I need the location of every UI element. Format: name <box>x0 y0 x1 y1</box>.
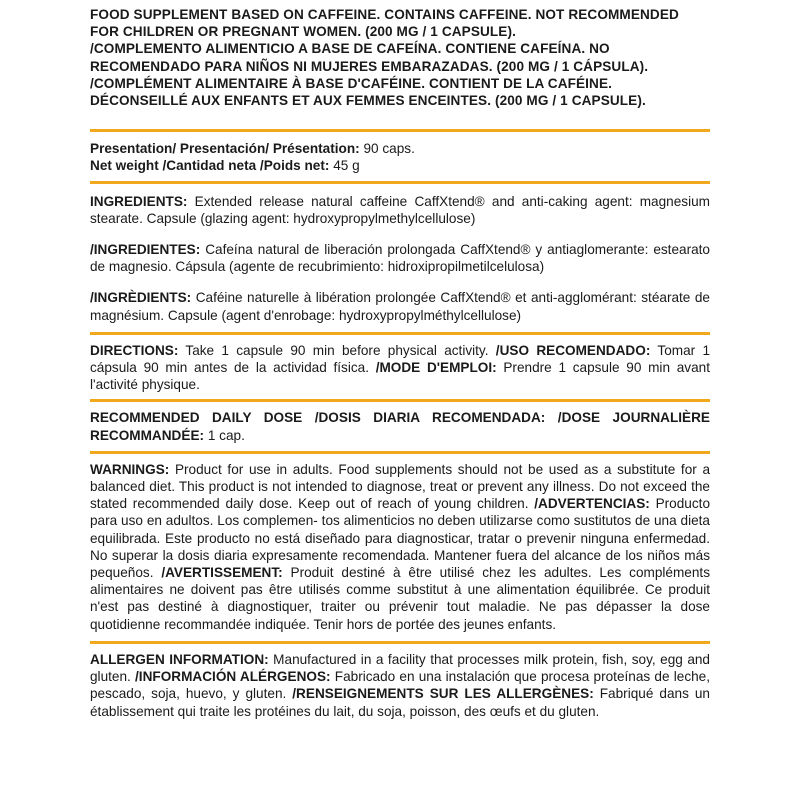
divider <box>90 332 710 335</box>
directions-es-label: /USO RECOMENDADO: <box>495 342 651 358</box>
divider <box>90 451 710 454</box>
warnings-es-label: /ADVERTENCIAS: <box>534 496 650 512</box>
daily-dose-section <box>90 407 710 446</box>
header-warning <box>90 6 710 115</box>
allergen-es-text: Fabricado en una instalación que procesa proteínas de leche, pescado, soja, huevo, y gluten. <box>90 669 711 702</box>
net-weight-value: 45 g <box>329 158 360 174</box>
ingredients-en-label: INGREDIENTS: <box>90 193 188 209</box>
divider <box>90 181 710 184</box>
header-es: /COMPLEMENTO ALIMENTICIO A BASE DE CAFEÍNA. CONTIENE CAFEÍNA. NO RECOMENDADO PARA NIÑOS NI MUJERES EMBARAZADAS. (200 MG / 1 CÁPSULA). <box>90 41 649 74</box>
ingredients-fr <box>90 289 710 323</box>
ingredients-fr-label: /INGRÈDIENTS: <box>90 290 192 306</box>
header-en: FOOD SUPPLEMENT BASED ON CAFFEINE. CONTAINS CAFFEINE. NOT RECOMMENDED FOR CHILDREN OR PREGNANT WOMEN. (200 MG / 1 CAPSULE). <box>90 7 679 40</box>
directions-fr-text: Prendre 1 capsule 90 min avant l'activité physique. <box>90 360 710 393</box>
divider <box>90 129 710 132</box>
net-weight-label: Net weight /Cantidad neta /Poids net: <box>90 158 330 174</box>
ingredients-es-text: Cafeína natural de liberación prolongada CaffXtend® y antiaglomerante: estearato de magnesio. Cápsula (agente de recubrimiento: hidroxipropilmetilcelulosa) <box>90 242 710 275</box>
allergen-en-text: Manufactured in a facility that processes milk protein, fish, soy, egg and gluten. <box>90 651 710 685</box>
ingredients-en <box>90 193 710 227</box>
warnings-es-text: Producto para uso en adultos. Los complemen- tos alimenticios no deben utilizarse como sustitutos de una dieta equilibrada. Este producto no está diseñado para diagnosticar, tratar o prevenir ninguna enfermedad. No superar la dosis diaria expresamente recomendada. Mantener fuera del alcance de los niños más pequeños. <box>90 496 710 581</box>
warnings-fr-text: Produit destiné à être utilisé chez les adultes. Les compléments alimentaires ne doivent pas être utilisés comme substitut à une alimentation équilibrée. Ce produit n'est pas destiné à diagnostiquer, traiter ou prévenir tout maladie. Ne pas dépasser la dose quotidienne recommandée indiquée. Tenir hors de portée des jeunes enfants. <box>90 565 710 632</box>
divider <box>90 399 710 402</box>
warnings-text <box>90 461 710 633</box>
presentation-line <box>90 140 710 157</box>
allergen-es-label: /INFORMACIÓN ALÉRGENOS: <box>135 669 331 685</box>
ingredients-en-text: Extended release natural caffeine CaffXtend® and anti-caking agent: magnesium stearate. Capsule (glazing agent: hydroxypropylmethylcellulose) <box>90 193 710 226</box>
allergen-fr-label: /RENSEIGNEMENTS SUR LES ALLERGÈNES: <box>292 686 594 702</box>
allergen-fr-text: Fabriqué dans un établissement qui traite les protéines du lait, du soja, poisson, des œufs et du gluten. <box>90 686 710 719</box>
daily-dose-value: 1 cap. <box>204 427 245 443</box>
directions-section <box>90 340 710 396</box>
header-fr: /COMPLÉMENT ALIMENTAIRE À BASE D'CAFÉINE. CONTIENT DE LA CAFÉINE. DÉCONSEILLÉ AUX ENFANTS ET AUX FEMMES ENCEINTES. (200 MG / 1 CAPSULE). <box>90 75 646 109</box>
daily-dose-line <box>90 409 710 443</box>
directions-en-text: Take 1 capsule 90 min before physical activity. <box>178 342 496 358</box>
warnings-en-text: Product for use in adults. Food supplements should not be used as a substitute for a balanced diet. This product is not intended to diagnose, treat or prevent any illness. Do not exceed the stated recommended daily dose. Keep out of reach of young children. <box>90 461 710 512</box>
divider <box>90 641 710 644</box>
warnings-fr-label: /AVERTISSEMENT: <box>161 565 283 581</box>
net-weight-line <box>90 157 710 174</box>
ingredients-es-label: /INGREDIENTES: <box>90 242 201 258</box>
allergen-text <box>90 651 710 720</box>
directions-fr-label: /MODE D'EMPLOI: <box>375 360 497 376</box>
ingredients-section <box>90 189 710 328</box>
allergen-section <box>90 649 710 723</box>
directions-en-label: DIRECTIONS: <box>90 342 179 358</box>
warnings-en-label: WARNINGS: <box>90 461 170 477</box>
daily-dose-label: RECOMMENDED DAILY DOSE /DOSIS DIARIA RECOMENDADA: /DOSE JOURNALIÈRE RECOMMANDÉE: <box>90 410 710 443</box>
presentation-value: 90 caps. <box>359 141 415 157</box>
presentation-section <box>90 137 710 176</box>
directions-text <box>90 342 710 394</box>
allergen-en-label: ALLERGEN INFORMATION: <box>90 651 269 667</box>
ingredients-fr-text: Caféine naturelle à libération prolongée CaffXtend® et anti-agglomérant: stéarate de magnésium. Capsule (agent d'enrobage: hydroxypropylméthylcellulose) <box>90 290 710 323</box>
presentation-label: Presentation/ Presentación/ Présentation: <box>90 141 360 157</box>
ingredients-es <box>90 241 710 275</box>
warnings-section <box>90 459 710 637</box>
directions-es-text: Tomar 1 cápsula 90 min antes de la actividad física. <box>90 342 711 376</box>
